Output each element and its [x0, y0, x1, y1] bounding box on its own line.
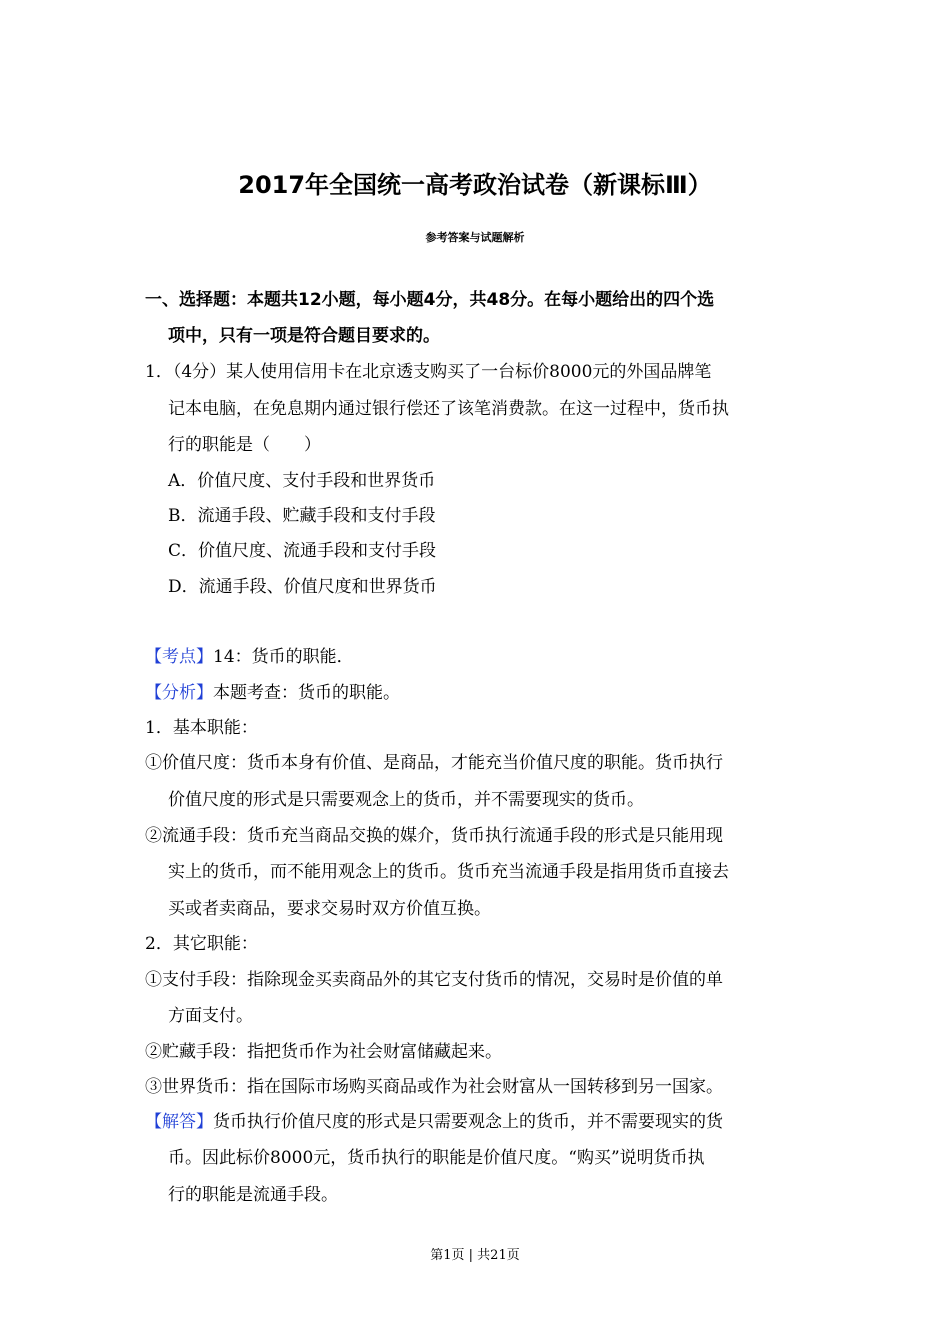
jieda-tag: 【解答】 — [145, 1112, 213, 1132]
item2-line1: ②流通手段：货币充当商品交换的媒介，货币执行流通手段的形式是只能用现 — [145, 826, 723, 846]
page-subtitle: 参考答案与试题解析 — [425, 231, 525, 244]
option-c: C．价值尺度、流通手段和支付手段 — [168, 541, 437, 561]
fenxi-tag: 【分析】 — [145, 683, 213, 703]
page-number: 第1页 | 共21页 — [430, 1248, 520, 1263]
other1-line2: 方面支付。 — [168, 1006, 253, 1026]
jieda-line3: 行的职能是流通手段。 — [168, 1185, 338, 1205]
basic-functions-heading: 1．基本职能： — [145, 718, 258, 738]
other2-line: ②贮藏手段：指把货币作为社会财富储藏起来。 — [145, 1042, 502, 1062]
other-functions-heading: 2．其它职能： — [145, 934, 258, 954]
page-title: 2017年全国统一高考政治试卷（新课标Ⅲ） — [238, 171, 712, 199]
jieda-row — [145, 1112, 723, 1132]
other1-line1: ①支付手段：指除现金买卖商品外的其它支付货币的情况，交易时是价值的单 — [145, 970, 723, 990]
option-b: B．流通手段、贮藏手段和支付手段 — [168, 506, 436, 526]
fenxi-text: 本题考查：货币的职能。 — [213, 683, 400, 703]
kaodian-text: 14：货币的职能． — [213, 647, 354, 667]
section-heading-line1: 一、选择题：本题共12小题，每小题4分，共48分。在每小题给出的四个选 — [145, 290, 715, 310]
item2-line3: 买或者卖商品，要求交易时双方价值互换。 — [168, 899, 491, 919]
kaodian-row — [145, 647, 354, 667]
jieda-line2: 币。因此标价8000元，货币执行的职能是价值尺度。“购买”说明货币执 — [168, 1148, 705, 1168]
kaodian-tag: 【考点】 — [145, 647, 213, 667]
fenxi-row — [145, 683, 400, 703]
item1-line2: 价值尺度的形式是只需要观念上的货币，并不需要现实的货币。 — [168, 790, 644, 810]
question-line2: 记本电脑，在免息期内通过银行偿还了该笔消费款。在这一过程中，货币执 — [168, 399, 729, 419]
question-line1: 1．（4分）某人使用信用卡在北京透支购买了一台标价8000元的外国品牌笔 — [145, 362, 712, 382]
item1-line1: ①价值尺度：货币本身有价值、是商品，才能充当价值尺度的职能。货币执行 — [145, 753, 723, 773]
option-a: A．价值尺度、支付手段和世界货币 — [168, 471, 436, 491]
option-d: D．流通手段、价值尺度和世界货币 — [168, 577, 437, 597]
other3-line: ③世界货币：指在国际市场购买商品或作为社会财富从一国转移到另一国家。 — [145, 1077, 723, 1097]
jieda-text: 货币执行价值尺度的形式是只需要观念上的货币，并不需要现实的货 — [213, 1112, 723, 1132]
item2-line2: 实上的货币，而不能用观念上的货币。货币充当流通手段是指用货币直接去 — [168, 862, 729, 882]
section-heading-line2: 项中，只有一项是符合题目要求的。 — [168, 326, 440, 346]
question-line3: 行的职能是（ ） — [168, 435, 321, 455]
